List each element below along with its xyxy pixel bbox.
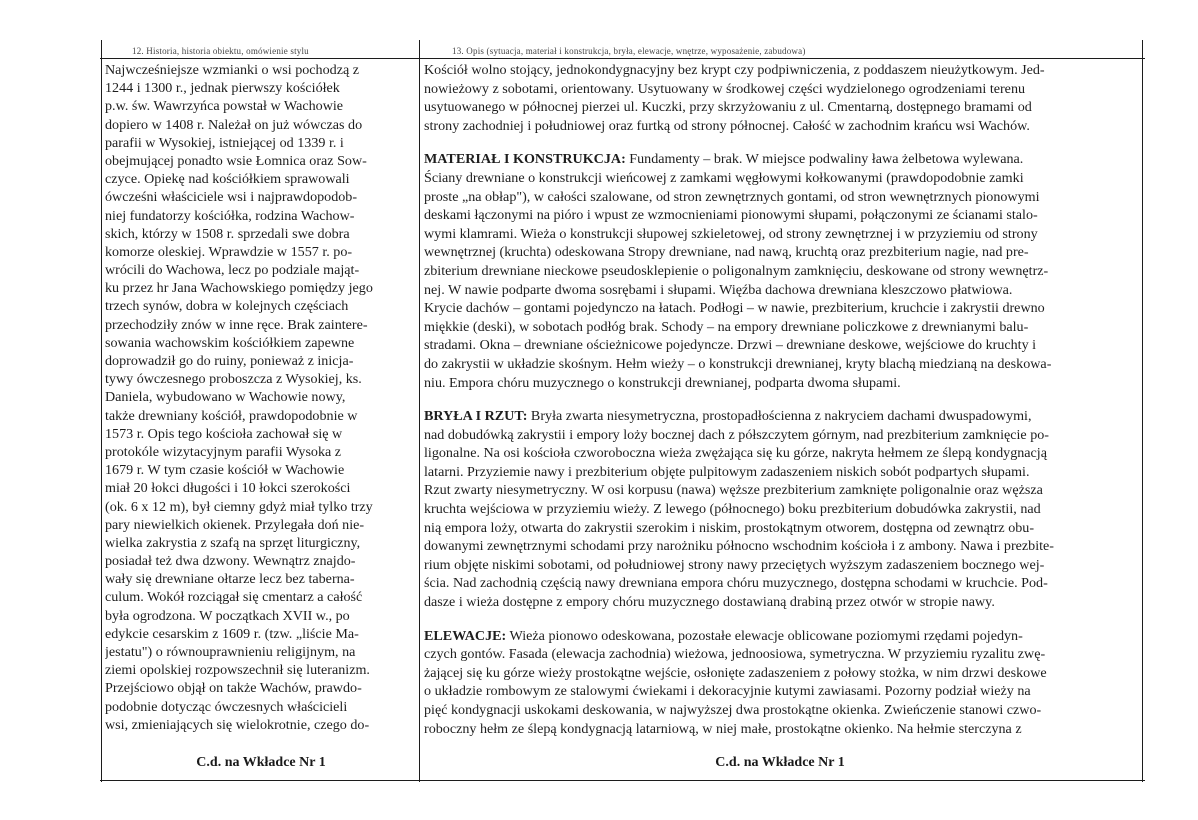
text-line: protokóle wizytacyjnym parafii Wysoka z bbox=[105, 443, 342, 460]
text-line: ówcześni właściciele wsi i najprawdopodob- bbox=[105, 189, 358, 206]
text-line: czyce. Opiekę nad kościółkiem sprawowali bbox=[105, 171, 350, 188]
column-divider bbox=[419, 40, 420, 782]
text-line: wrócili do Wachowa, lecz po podziale mająt- bbox=[105, 262, 360, 279]
text-line: Rzut zwarty niesymetryczny. W osi korpusu (nawa) węższe prezbiterium zamknięte poligonalnie oraz węższa bbox=[424, 482, 1043, 499]
text-line: culum. Wokół rozciągał się cmentarz a całość bbox=[105, 589, 363, 606]
text-line: wsi, zmieniających się wielokrotnie, czego do- bbox=[105, 716, 370, 733]
section-label: MATERIAŁ I KONSTRUKCJA: bbox=[424, 151, 626, 168]
text-line: deskami łączonymi na pióro i wpust ze wzmocnieniami pionowymi słupami, połączonymi ze ścianami stalo- bbox=[424, 207, 1038, 224]
text-line: żającej się ku górze wieży prostokątne wejście, osłonięte zadaszeniem z połowy stożka, w nim drzwi deskowe bbox=[424, 664, 1047, 681]
text-line: obejmującej ponadto wsie Łomnica oraz Sow- bbox=[105, 152, 367, 169]
text-line: podobnie dotycząc ówczesnych właścicieli bbox=[105, 698, 348, 715]
text-line: Przejściowo objął on także Wachów, prawdo- bbox=[105, 680, 362, 697]
text-line: pięć kondygnacji uskokami deskowania, w najwyższej dwa prostokątne okienka. Zwieńczenie stanowi czwo- bbox=[424, 702, 1042, 718]
text-line: Daniela, wybudowano w Wachowie nowy, bbox=[105, 389, 346, 406]
right-continuation-note: C.d. na Wkładce Nr 1 bbox=[715, 755, 845, 770]
text-line: ligonalne. Na osi kościoła czworoboczna wieża zwężająca się ku górze, nakryta hełmem ze ślepą kondygnacją bbox=[424, 445, 1047, 462]
text-line: niu. Empora chóru muzycznego o konstrukcji drewnianej, podparta dwoma słupami. bbox=[424, 374, 901, 391]
left-continuation-note: C.d. na Wkładce Nr 1 bbox=[196, 755, 326, 770]
text-line: przechodziły znów w inne ręce. Brak zaintere- bbox=[105, 316, 368, 333]
text-line: trzech synów, dobra w kolejnych częściach bbox=[105, 298, 349, 315]
right-column-border bbox=[1142, 40, 1143, 782]
text-line: doprowadził go do ruiny, ponieważ z inicja- bbox=[105, 353, 354, 369]
massing-plan-paragraph bbox=[424, 407, 1136, 612]
text-line: nią empora loży, otwarta do zakrystii szerokim i niskim, prostokątnym otworem, dostępna od zewnątrz obu- bbox=[424, 519, 1035, 536]
text-line: wewnętrznej (kruchta) odeskowana Stropy drewniane, nad nawą, kruchtą oraz prezbiterium nagie, nad pre- bbox=[424, 244, 1029, 261]
location-paragraph bbox=[424, 61, 1136, 135]
text-line: proste „na obłap"), w całości szalowane, od stron zewnętrznych gontami, od stron wewnętrznych pionowymi bbox=[424, 188, 1040, 205]
text-line: dopiero w 1408 r. Należał on już wówczas do bbox=[105, 116, 363, 133]
text-line: strony zachodniej i południowej oraz furtką od strony północnej. Całość w zachodnim krańcu wsi Wachów. bbox=[424, 117, 1030, 134]
history-column bbox=[105, 61, 417, 734]
text-line: wymi klamrami. Wieża o konstrukcji słupowej szkieletowej, od strony zewnętrznej i w przyziemiu od strony bbox=[424, 225, 1038, 242]
text-line: tywy ówczesnego proboszcza z Wysokiej, ks. bbox=[105, 371, 362, 388]
text-line: Najwcześniejsze wzmianki o wsi pochodzą z bbox=[105, 62, 359, 78]
section-label: BRYŁA I RZUT: bbox=[424, 408, 528, 425]
text-line: BRYŁA I RZUT: Bryła zwarta niesymetryczna, prostopadłościenna z nakryciem dachami dwuspadowymi, bbox=[424, 408, 1032, 425]
text-line: wały się drewniane ołtarze lecz bez taberna- bbox=[105, 571, 355, 588]
text-line: do zakrystii w układzie skośnym. Hełm wieży – o konstrukcji drewnianej, kryty blachą miedzianą na deskowa- bbox=[424, 355, 1052, 372]
text-line: zbiterium drewniane nieckowe pseudosklepienie o poligonalnym zamknięciu, deskowane od strony wewnętrz- bbox=[424, 262, 1049, 279]
text-line: miał 20 łokci długości i 10 łokci szerokości bbox=[105, 480, 351, 497]
text-line: miękkie (deski), w sobotach podłóg brak. Schody – na empory drewniane policzkowe z drewnianymi balu- bbox=[424, 318, 1029, 335]
description-column bbox=[424, 61, 1136, 738]
text-line: Kościół wolno stojący, jednokondygnacyjny bez krypt czy podpiwniczenia, z poddaszem nieużytkowym. Jed- bbox=[424, 62, 1045, 78]
text-line: rium objęte niskimi sobotami, od południowej strony nawy przeciętych wyższym zadaszeniem bocznego wej- bbox=[424, 556, 1045, 573]
left-section-header: 12. Historia, historia obiektu, omówienie stylu bbox=[132, 46, 309, 56]
text-line: 1244 i 1300 r., jednak pierwszy kościółek bbox=[105, 80, 340, 97]
text-line: latarni. Przyziemie nawy i prezbiterium objęte pulpitowym zadaszeniem niskich sobót podpartych słupami. bbox=[424, 463, 1030, 480]
text-line: Krycie dachów – gontami pojedynczo na łatach. Podłogi – w nawie, prezbiterium, kruchcie i zakrystii drewno bbox=[424, 300, 1045, 317]
text-line: pary niewielkich okienek. Przylegała doń nie- bbox=[105, 516, 365, 533]
text-line: dowanymi zewnętrznymi schodami przy narożniku północno wschodnim kościoła i z ambony. Nawa i prezbite- bbox=[424, 538, 1054, 555]
text-line: dasze i wieża dostępne z empory chóru muzycznego dostawianą drabiną przez otwór w stropie nawy. bbox=[424, 594, 995, 611]
text-line: roboczny hełm ze ślepą kondygnacją latarniową, w niej małe, prostokątne okienko. Na hełmie sterczyna z bbox=[424, 720, 1022, 737]
text-line: ku przez hr Jana Wachowskiego pomiędzy jego bbox=[105, 280, 373, 297]
top-rule bbox=[100, 58, 1145, 59]
text-line: p.w. św. Wawrzyńca powstał w Wachowie bbox=[105, 98, 344, 115]
material-construction-paragraph bbox=[424, 150, 1136, 392]
text-line: skich, którzy w 1508 r. sprzedali swe dobra bbox=[105, 225, 350, 242]
text-line: (ok. 6 x 12 m), był ciemny gdyż miał tylko trzy bbox=[105, 498, 373, 515]
text-line: była ogrodzona. W początkach XVII w., po bbox=[105, 607, 350, 624]
text-line: sowania wachowskim kościółkiem zapewne bbox=[105, 334, 355, 351]
text-line: niej fundatorzy kościółka, rodzina Wachow- bbox=[105, 207, 355, 224]
text-line: MATERIAŁ I KONSTRUKCJA: Fundamenty – brak. W miejsce podwaliny ława żelbetowa wylewana. bbox=[424, 151, 1024, 168]
text-line: o układzie rombowym ze stalowymi ćwiekami i dekoracyjnie kutymi zawiasami. Pozorny podział wieży na bbox=[424, 683, 1031, 700]
text-line: wielka zakrystia z szafą na sprzęt liturgiczny, bbox=[105, 534, 361, 551]
text-line: ELEWACJE: Wieża pionowo odeskowana, pozostałe elewacje oblicowane poziomymi rzędami pojedyn- bbox=[424, 627, 1023, 644]
right-section-header: 13. Opis (sytuacja, materiał i konstrukcja, bryła, elewacje, wnętrze, wyposażenie, zabudowa) bbox=[452, 46, 806, 56]
text-line: także drewniany kościół, prawdopodobnie w bbox=[105, 407, 358, 424]
text-line: nej. W nawie podparte dwoma sosrębami i słupami. Więźba dachowa drewniana kleszczowo płatwiowa. bbox=[424, 281, 1013, 298]
elevations-paragraph bbox=[424, 627, 1136, 739]
text-line: posiadał też dwa dzwony. Wewnątrz znajdo- bbox=[105, 553, 356, 570]
text-line: 1679 r. W tym czasie kościół w Wachowie bbox=[105, 462, 345, 479]
bottom-rule bbox=[100, 780, 1145, 781]
left-column-border bbox=[101, 40, 102, 782]
text-line: kruchta wejściowa w przyziemiu wieży. Z lewego (północnego) boku prezbiterium dobudówka zakrystii, nad bbox=[424, 501, 1041, 518]
text-line: edykcie cesarskim z 1609 r. (tzw. „liście Ma- bbox=[105, 625, 359, 642]
text-line: nowieżowy z sobotami, orientowany. Usytuowany w środkowej części wydzielonego ogrodzeniami terenu bbox=[424, 80, 1026, 97]
text-line: usytuowanego w północnej pierzei ul. Kuczki, przy skrzyżowaniu z ul. Cmentarną, dostępnego bramami od bbox=[424, 99, 1032, 116]
text-line: czych gontów. Fasada (elewacja zachodnia) wieżowa, jednoosiowa, symetryczna. W przyziemiu ryzalitu zwę- bbox=[424, 646, 1046, 663]
text-line: Ściany drewniane o konstrukcji wieńcowej z zamkami węgłowymi kołkowanymi (prawdopodobnie zamki bbox=[424, 169, 1024, 186]
text-line: parafii w Wysokiej, istniejącej od 1339 r. i bbox=[105, 134, 344, 151]
text-line: komorze oleskiej. Wprawdzie w 1557 r. po- bbox=[105, 243, 353, 260]
text-line: jestatu") o równouprawnieniu religijnym, na bbox=[105, 644, 356, 660]
text-line: ścia. Nad zachodnią częścią nawy drewniana empora chóru muzycznego, dostępna schodami w kruchcie. Pod- bbox=[424, 575, 1048, 592]
text-line: nad dobudówką zakrystii i empory loży bocznej dach z półszczytem górnym, nad prezbiterium zamknięcie po- bbox=[424, 426, 1049, 443]
text-line: stradami. Okna – drewniane ościeżnicowe pojedyncze. Drzwi – drewniane deskowe, wejściowe do kruchty i bbox=[424, 337, 1037, 354]
section-label: ELEWACJE: bbox=[424, 627, 507, 644]
text-line: 1573 r. Opis tego kościoła zachował się w bbox=[105, 425, 343, 442]
text-line: ziemi opolskiej rozpowszechnił się luteranizm. bbox=[105, 662, 370, 679]
